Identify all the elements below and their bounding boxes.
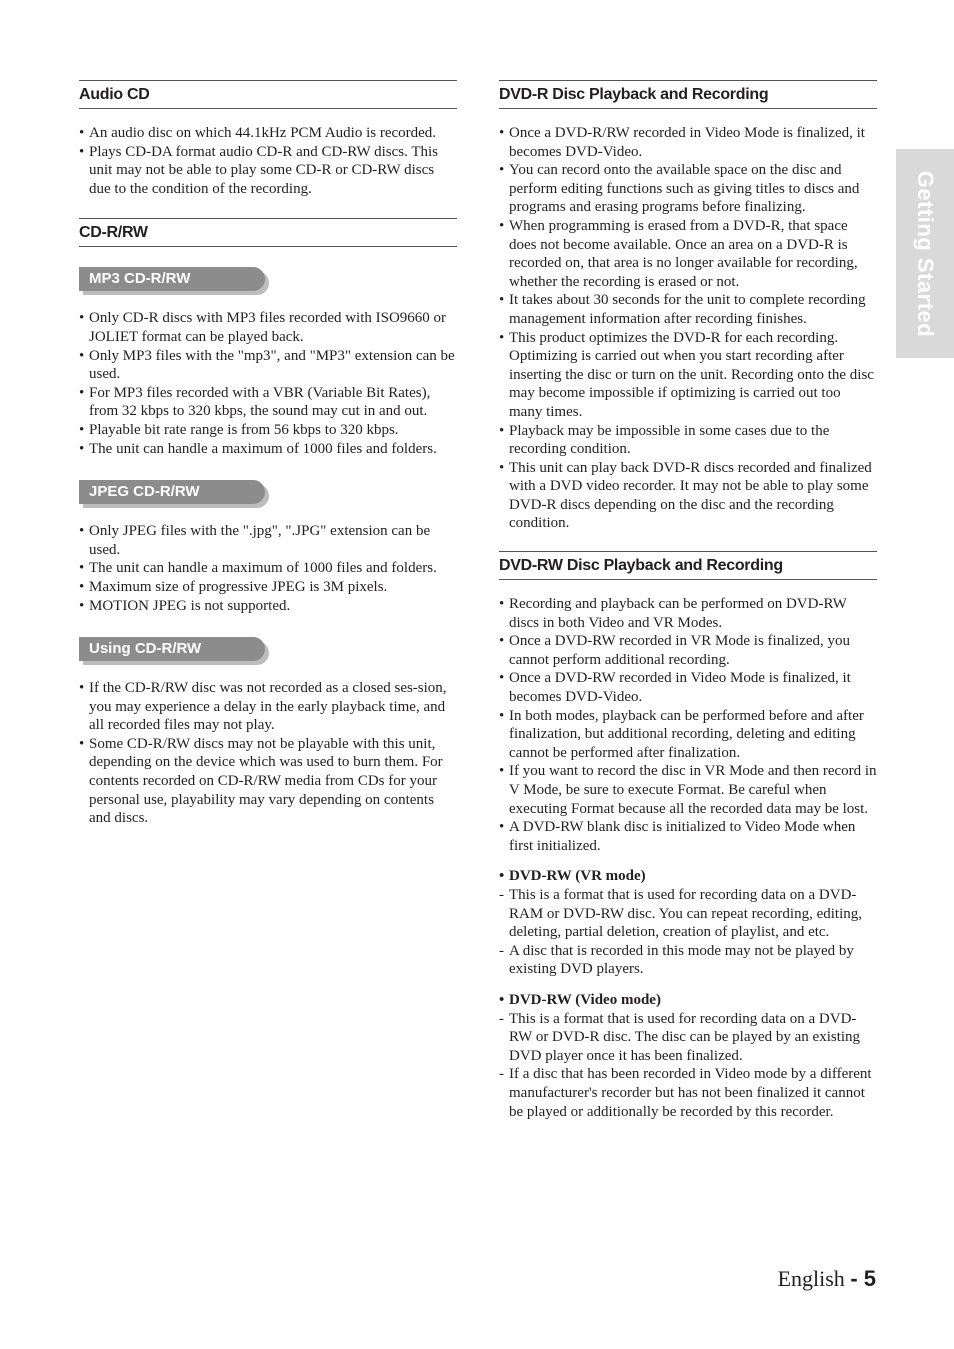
list-item: • Playback may be impossible in some cases due to the recording condition. [499,422,877,459]
list-item: • You can record onto the available space on the disc and perform editing functions such as giving titles to discs and programs and erasing programs before finalizing. [499,161,877,217]
list-item: • In both modes, playback can be performed before and after finalization, but additional recording, deleting and editing cannot be performed after finalization. [499,707,877,763]
list-item: • The unit can handle a maximum of 1000 files and folders. [79,440,457,459]
page-footer [760,1266,876,1292]
using-subheading-label: Using CD-R/RW [79,637,265,661]
list-item: • Only CD-R discs with MP3 files recorded with ISO9660 or JOLIET format can be played back. [79,309,457,346]
dvdr-heading: DVD-R Disc Playback and Recording [499,80,877,109]
mp3-list [79,309,457,458]
list-item: • Once a DVD-RW recorded in Video Mode is finalized, it becomes DVD-Video. [499,669,877,706]
audio-cd-list [79,124,457,198]
list-item: • If you want to record the disc in VR Mode and then record in V Mode, be sure to execute Format. Be careful when executing Format because all the recorded data may be lost. [499,762,877,818]
list-item: • MOTION JPEG is not supported. [79,597,457,616]
right-column [499,80,877,1121]
left-column [79,80,457,828]
audio-cd-heading: Audio CD [79,80,457,109]
dvdrw-list [499,595,877,855]
using-list [79,679,457,828]
list-item: • Once a DVD-R/RW recorded in Video Mode is finalized, it becomes DVD-Video. [499,124,877,161]
dvdrw-heading: DVD-RW Disc Playback and Recording [499,551,877,580]
list-item: • The unit can handle a maximum of 1000 files and folders. [79,559,457,578]
using-subheading [79,637,269,665]
video-mode-list [499,1010,877,1122]
jpeg-subheading-label: JPEG CD-R/RW [79,480,265,504]
page-number: - 5 [850,1266,876,1291]
chapter-side-tab [896,149,954,358]
list-item: - A disc that is recorded in this mode may not be played by existing DVD players. [499,942,877,979]
vr-mode-list [499,886,877,979]
list-item: • This product optimizes the DVD-R for each recording. Optimizing is carried out when you start recording after inserting the disc or turn on the unit. Recording onto the disc may become impossible if optimizing is carried out too many times. [499,329,877,422]
list-item: • This unit can play back DVD-R discs recorded and finalized with a DVD video recorder. It may not be able to play some DVD-R discs depending on the disc and the recording condition. [499,459,877,533]
list-item: • Some CD-R/RW discs may not be playable with this unit, depending on the device which was used to burn them. For contents recorded on CD-R/RW media from CDs for your personal use, playability may vary depending on contents and discs. [79,735,457,828]
list-item: • Playable bit rate range is from 56 kbps to 320 kbps. [79,421,457,440]
list-item: • Once a DVD-RW recorded in VR Mode is finalized, you cannot perform additional recording. [499,632,877,669]
mp3-subheading [79,267,269,295]
dvdr-list [499,124,877,533]
list-item: • Maximum size of progressive JPEG is 3M pixels. [79,578,457,597]
list-item: - If a disc that has been recorded in Video mode by a different manufacturer's recorder but has not been finalized it cannot be played or additionally be recorded by this recorder. [499,1065,877,1121]
list-item: • It takes about 30 seconds for the unit to complete recording management information after recording finishes. [499,291,877,328]
list-item: - This is a format that is used for recording data on a DVD-RW or DVD-R disc. The disc can be played by an existing DVD player once it has been finalized. [499,1010,877,1066]
jpeg-list [79,522,457,615]
mp3-subheading-label: MP3 CD-R/RW [79,267,265,291]
list-item: • Only MP3 files with the "mp3", and "MP3" extension can be used. [79,347,457,384]
list-item: - This is a format that is used for recording data on a DVD-RAM or DVD-RW disc. You can repeat recording, editing, deleting, partial deletion, creation of playlist, and etc. [499,886,877,942]
footer-language: English [777,1266,845,1291]
jpeg-subheading [79,480,269,508]
list-item: • Recording and playback can be performed on DVD-RW discs in both Video and VR Modes. [499,595,877,632]
list-item: • Only JPEG files with the ".jpg", ".JPG" extension can be used. [79,522,457,559]
chapter-side-tab-label: Getting Started [913,170,938,337]
list-item: • For MP3 files recorded with a VBR (Variable Bit Rates), from 32 kbps to 320 kbps, the sound may cut in and out. [79,384,457,421]
video-mode-title: • DVD-RW (Video mode) [499,991,877,1010]
list-item: • If the CD-R/RW disc was not recorded as a closed ses-sion, you may experience a delay in the early playback time, and all recorded files may not play. [79,679,457,735]
list-item: • An audio disc on which 44.1kHz PCM Audio is recorded. [79,124,457,143]
vr-mode-title: • DVD-RW (VR mode) [499,867,877,886]
cdrw-heading: CD-R/RW [79,218,457,247]
list-item: • A DVD-RW blank disc is initialized to Video Mode when first initialized. [499,818,877,855]
list-item: • Plays CD-DA format audio CD-R and CD-RW discs. This unit may not be able to play some CD-R or CD-RW discs due to the condition of the recording. [79,143,457,199]
list-item: • When programming is erased from a DVD-R, that space does not become available. Once an area on a DVD-R is recorded on, that area is no longer available for recording, whether the recording is erased or not. [499,217,877,291]
